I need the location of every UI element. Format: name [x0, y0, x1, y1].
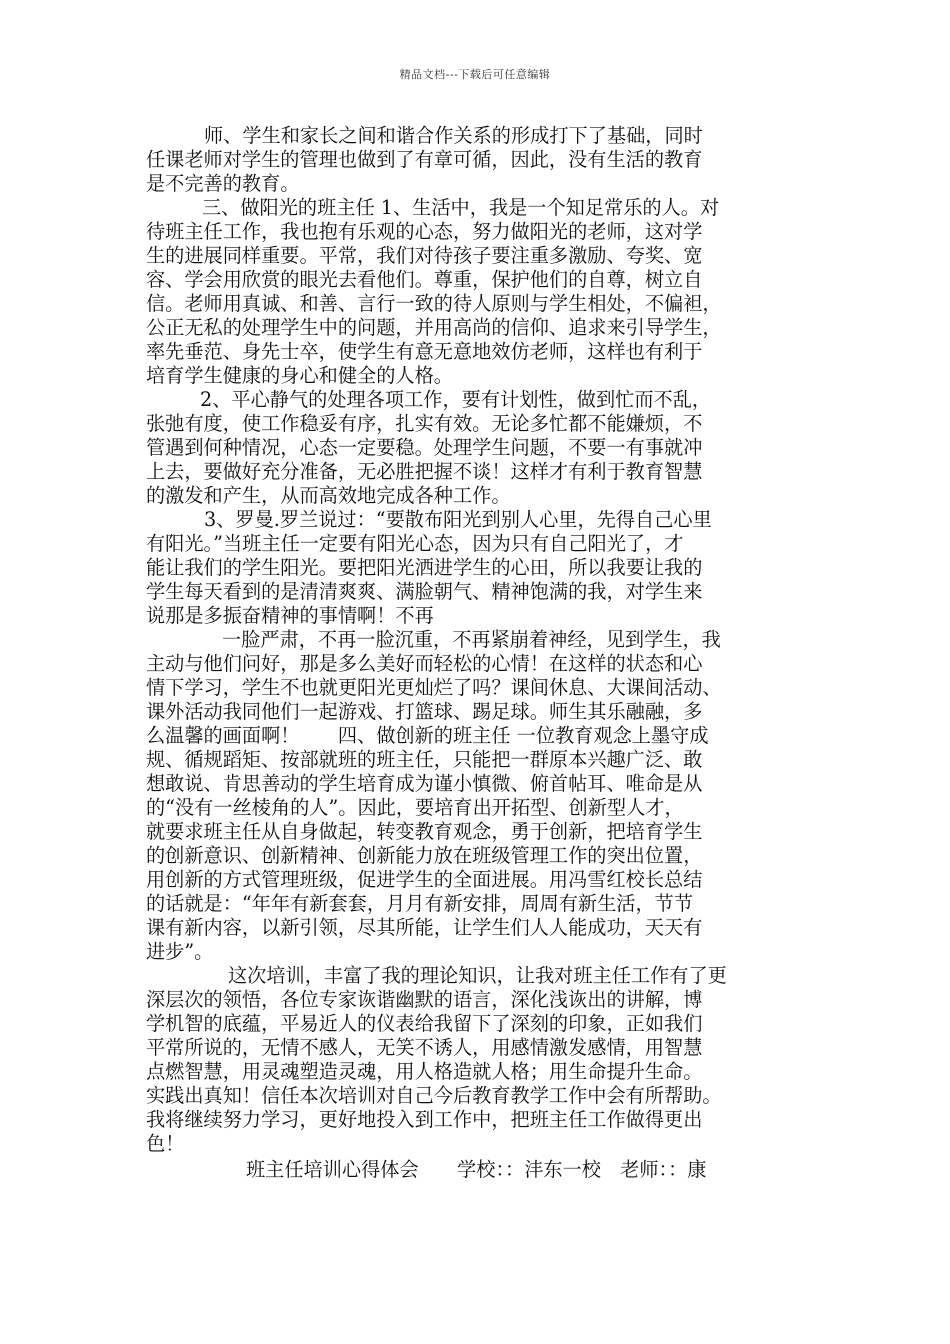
text-line: 生的进展同样重要。平常，我们对待孩子要注重多激励、夸奖、宽	[146, 244, 703, 267]
text-line: 想敢说、肯思善动的学生培育成为谨小慎微、俯首帖耳、唯命是从	[146, 772, 703, 795]
text-line: 就要求班主任从自身做起，转变教育观念，勇于创新，把培育学生	[146, 820, 703, 843]
text-line: 3、罗曼.罗兰说过：“要散布阳光到别人心里，先得自己心里	[204, 508, 712, 531]
text-line: 上去，要做好充分准备，无必胜把握不谈！这样才有利于教育智慧	[146, 460, 703, 483]
text-line: 2、平心静气的处理各项工作，要有计划性，做到忙而不乱，	[200, 388, 712, 411]
text-line: 么温馨的画面啊！ 四、做创新的班主任 一位教育观念上墨守成	[146, 724, 709, 747]
text-line: 进步”。	[146, 940, 214, 963]
text-line: 学机智的底蕴，平易近人的仪表给我留下了深刻的印象，正如我们	[146, 1012, 703, 1035]
text-line: 的“没有一丝棱角的人”。因此，要培育出开拓型、创新型人才，	[146, 796, 684, 819]
text-line: 三、做阳光的班主任 1、生活中，我是一个知足常乐的人。对	[202, 196, 720, 219]
text-line: 一脸严肃，不再一脸沉重，不再紧崩着神经，见到学生，我	[222, 628, 721, 651]
text-line: 任课老师对学生的管理也做到了有章可循，因此，没有生活的教育	[146, 148, 703, 171]
text-line: 的创新意识、创新精神、创新能力放在班级管理工作的突出位置，	[146, 844, 703, 867]
text-line: 课外活动我同他们一起游戏、打篮球、踢足球。师生其乐融融，多	[146, 700, 703, 723]
text-line: 这次培训，丰富了我的理论知识，让我对班主任工作有了更	[228, 964, 727, 987]
document-body	[146, 124, 826, 1182]
text-line: 率先垂范、身先士卒，使学生有意无意地效仿老师，这样也有利于	[146, 340, 703, 363]
text-line: 容、学会用欣赏的眼光去看他们。尊重，保护他们的自尊，树立自	[146, 268, 703, 291]
text-line: 师、学生和家长之间和谐合作关系的形成打下了基础，同时	[204, 124, 703, 147]
text-line: 管遇到何种情况，心态一定要稳。处理学生问题，不要一有事就冲	[146, 436, 703, 459]
text-line: 实践出真知！信任本次培训对自己今后教育教学工作中会有所帮助。	[146, 1084, 722, 1107]
text-line: 是不完善的教育。	[146, 172, 300, 195]
text-line: 深层次的领悟，各位专家诙谐幽默的语言，深化浅诙出的讲解，博	[146, 988, 703, 1011]
text-line: 我将继续努力学习，更好地投入到工作中，把班主任工作做得更出	[146, 1108, 703, 1131]
text-line: 色！	[146, 1132, 185, 1155]
text-line: 点燃智慧，用灵魂塑造灵魂，用人格造就人格；用生命提升生命。	[146, 1060, 703, 1083]
text-line: 情下学习，学生不也就更阳光更灿烂了吗？课间休息、大课间活动、	[146, 676, 722, 699]
text-line: 主动与他们问好，那是多么美好而轻松的心情！在这样的状态和心	[146, 652, 703, 675]
text-line: 用创新的方式管理班级，促进学生的全面进展。用冯雪红校长总结	[146, 868, 703, 891]
document-title-line: 班主任培训心得体会 学校：：沣东一校 老师：：康	[246, 1158, 707, 1181]
page-header: 精品文档---下载后可任意编辑	[399, 68, 551, 81]
text-line: 培育学生健康的身心和健全的人格。	[146, 364, 453, 387]
text-line: 张弛有度，使工作稳妥有序，扎实有效。无论多忙都不能嫌烦，不	[146, 412, 703, 435]
text-line: 的激发和产生，从而高效地完成各种工作。	[146, 484, 511, 507]
text-line: 有阳光。”当班主任一定要有阳光心态，因为只有自己阳光了，才	[146, 532, 684, 555]
text-line: 公正无私的处理学生中的问题，并用高尚的信仰、追求来引导学生，	[146, 316, 722, 339]
text-line: 的话就是：“年年有新套套，月月有新安排，周周有新生活，节节	[146, 892, 694, 915]
text-line: 待班主任工作，我也抱有乐观的心态，努力做阳光的老师，这对学	[146, 220, 703, 243]
text-line: 能让我们的学生阳光。要把阳光洒进学生的心田，所以我要让我的	[146, 556, 703, 579]
text-line: 学生每天看到的是清清爽爽、满脸朝气、精神饱满的我，对学生来	[146, 580, 703, 603]
text-line: 规、循规蹈矩、按部就班的班主任，只能把一群原本兴趣广泛、敢	[146, 748, 703, 771]
text-line: 信。老师用真诚、和善、言行一致的待人原则与学生相处，不偏袒，	[146, 292, 722, 315]
text-line: 说那是多振奋精神的事情啊！不再	[146, 604, 434, 627]
text-line: 平常所说的，无情不感人，无笑不诱人，用感情激发感情，用智慧	[146, 1036, 703, 1059]
text-line: 课有新内容，以新引领，尽其所能，让学生们人人能成功，天天有	[146, 916, 703, 939]
